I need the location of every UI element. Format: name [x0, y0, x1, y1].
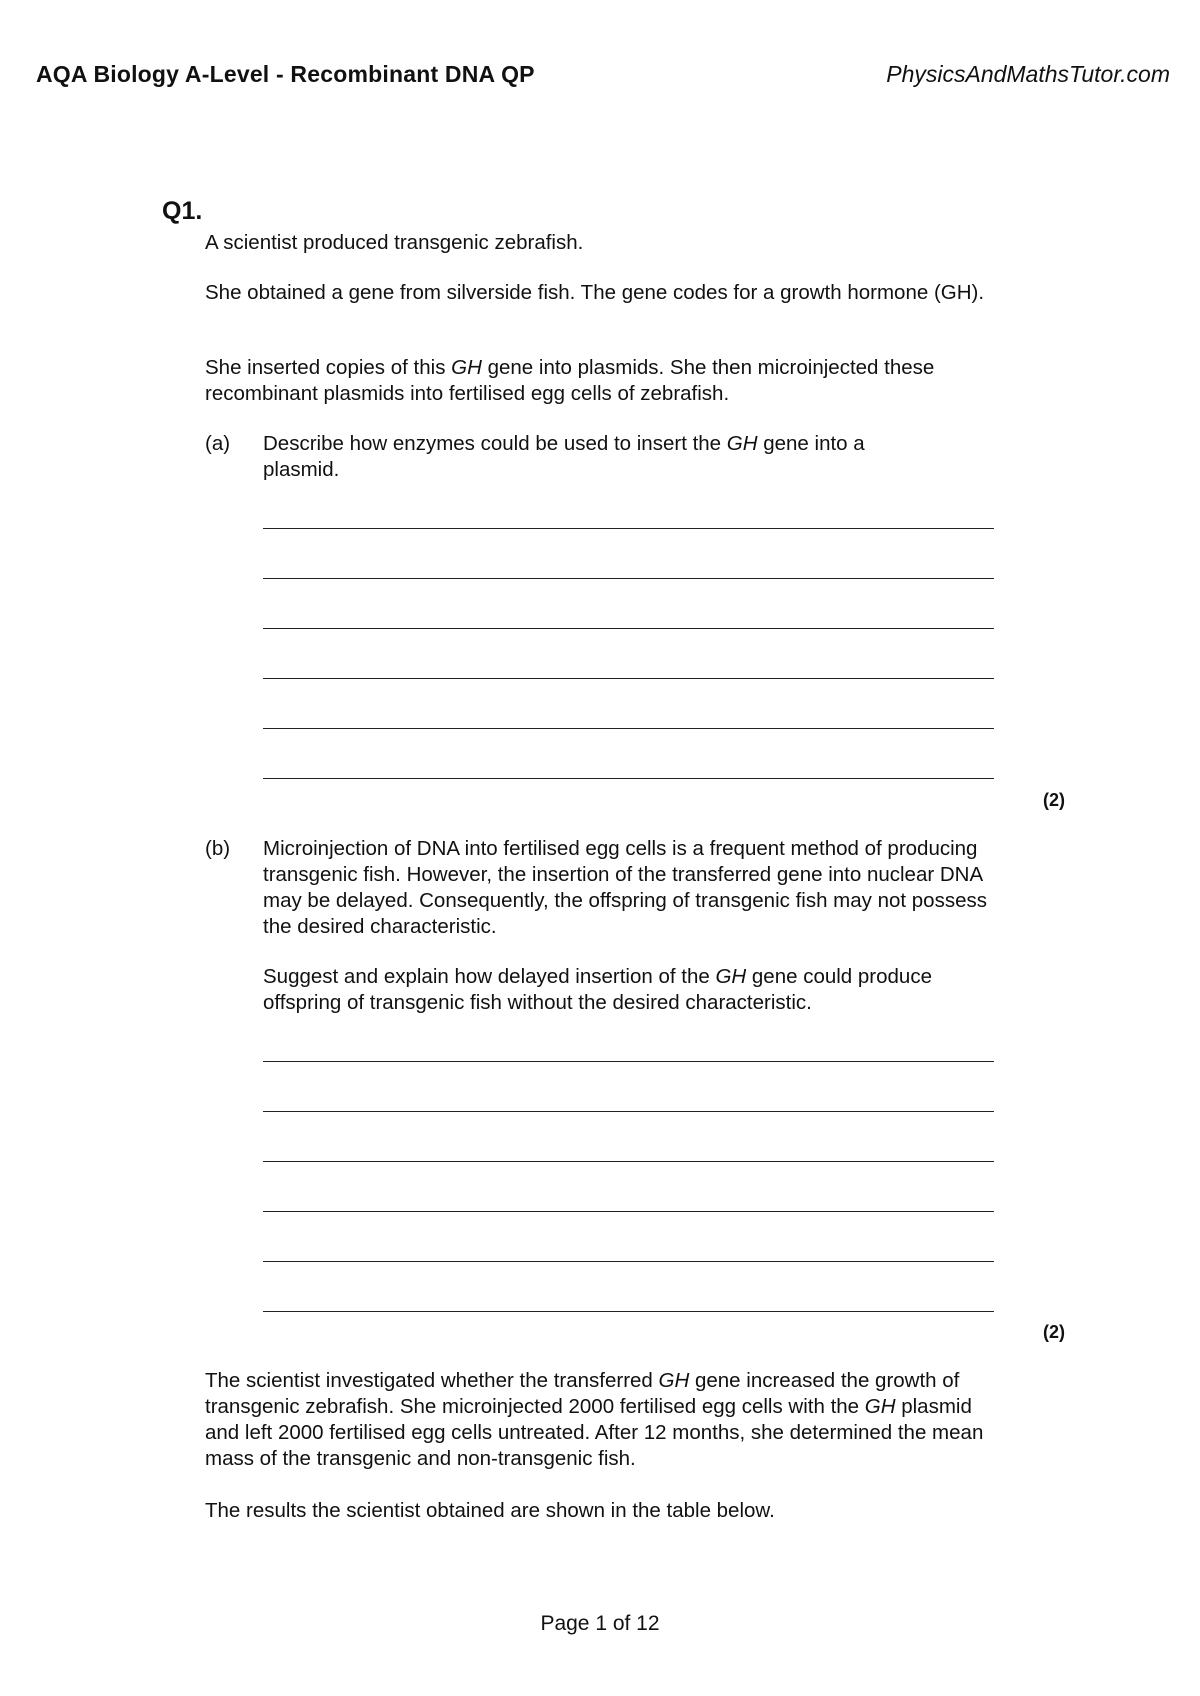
document-title: AQA Biology A-Level - Recombinant DNA QP — [36, 61, 535, 87]
gene-name-emphasis: GH — [451, 356, 482, 379]
intro-paragraph-3: She inserted copies of this GH gene into plasmids. She then microinjected these recombinant plasmids into fertilised egg cells of zebrafish. — [205, 356, 935, 405]
part-a-text: Describe how enzymes could be used to insert the GH gene into a plasmid. — [263, 432, 865, 481]
gene-name-emphasis: GH — [715, 965, 747, 988]
answer-line[interactable] — [263, 1111, 994, 1112]
answer-line[interactable] — [263, 1211, 994, 1212]
intro-paragraph-1: A scientist produced transgenic zebrafish. — [205, 231, 584, 254]
answer-line[interactable] — [263, 1161, 994, 1162]
answer-line[interactable] — [263, 678, 994, 679]
part-b-text-1: Microinjection of DNA into fertilised egg cells is a frequent method of producing transgenic fish. However, the insertion of the transferred gene into nuclear DNA may be delayed. Consequently, the offspring of transgenic fish may not possess the desired characteristic. — [263, 837, 987, 938]
gene-name-emphasis: GH — [726, 432, 758, 455]
page-number: Page 1 of 12 — [540, 1612, 660, 1635]
answer-line[interactable] — [263, 528, 994, 529]
answer-line[interactable] — [263, 1311, 994, 1312]
part-a-marks: (2) — [1043, 790, 1065, 810]
context-paragraph-1: The scientist investigated whether the transferred GH gene increased the growth of transgenic zebrafish. She microinjected 2000 fertilised egg cells with the GH plasmid and left 2000 fertilised egg cells untreated. After 12 months, she determined the mean mass of the transgenic and non-transgenic fish. — [205, 1369, 984, 1470]
part-b-label: (b) — [205, 837, 231, 860]
answer-line[interactable] — [263, 728, 994, 729]
gene-name-emphasis: GH — [864, 1395, 896, 1418]
site-name: PhysicsAndMathsTutor.com — [886, 61, 1170, 87]
part-b-text-2: Suggest and explain how delayed insertion of the GH gene could produce offspring of transgenic fish without the desired characteristic. — [263, 965, 932, 1014]
answer-line[interactable] — [263, 1261, 994, 1262]
answer-line[interactable] — [263, 1061, 994, 1062]
part-a-label: (a) — [205, 432, 231, 455]
answer-line[interactable] — [263, 578, 994, 579]
gene-name-emphasis: GH — [658, 1369, 690, 1392]
intro-paragraph-2: She obtained a gene from silverside fish. The gene codes for a growth hormone (GH). — [205, 281, 985, 304]
answer-line[interactable] — [263, 778, 994, 779]
answer-line[interactable] — [263, 628, 994, 629]
question-number: Q1. — [162, 197, 203, 225]
context-paragraph-2: The results the scientist obtained are shown in the table below. — [205, 1499, 775, 1522]
part-b-marks: (2) — [1043, 1322, 1065, 1342]
